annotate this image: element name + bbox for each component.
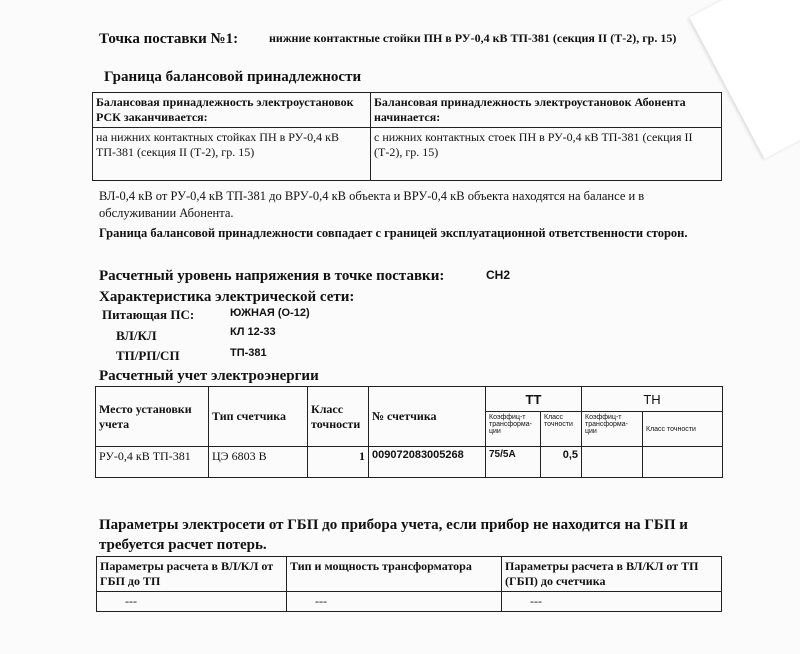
metering-h-tn: ТН [582,387,723,412]
table-row [97,592,722,612]
balance-heading: Граница балансовой принадлежности [104,69,362,85]
metering-type: ЦЭ 6803 В [209,447,308,478]
metering-h-place: Место установки учета [96,387,209,447]
balance-note-bold: Граница балансовой принадлежности совпадает с границей эксплуатационной ответственности сторон. [99,226,688,240]
losses-h1: Параметры расчета в ВЛ/КЛ от ГБП до ТП [97,557,287,592]
losses-table [96,556,722,612]
balance-col2-value: с нижних контактных стоек ПН в РУ-0,4 кВ ТП-381 (секция II (Т-2), гр. 15) [371,128,722,181]
line-value: КЛ 12-33 [230,326,276,338]
metering-h-type: Тип счетчика [209,387,308,447]
balance-table [92,92,722,181]
balance-col1-value: на нижних контактных стойках ПН в РУ-0,4 кВ ТП-381 (секция II (Т-2), гр. 15) [93,128,371,181]
metering-table [95,386,723,478]
voltage-value: СН2 [486,268,511,282]
balance-note: ВЛ-0,4 кВ от РУ-0,4 кВ ТП-381 до ВРУ-0,4 кВ объекта и ВРУ-0,4 кВ объекта находятся на балансе и в обслуживании Абонента. [99,189,645,220]
metering-number: 009072083005268 [369,447,486,478]
metering-place: РУ-0,4 кВ ТП-381 [96,447,209,478]
losses-h2: Тип и мощность трансформатора [287,557,502,592]
metering-h-tt-class: Класс точности [541,412,582,447]
metering-tt-class: 0,5 [541,447,582,478]
supply-point-value: нижние контактные стойки ПН в РУ-0,4 кВ ТП-381 (секция II (Т-2), гр. 15) [269,31,677,45]
balance-col2-header: Балансовая принадлежность электроустановок Абонента начинается: [371,93,722,128]
losses-v3: --- [502,592,722,612]
feeder-label: Питающая ПС: [102,307,195,322]
feeder-value: ЮЖНАЯ (О-12) [230,307,310,319]
supply-point-label: Точка поставки №1: [99,31,239,47]
metering-h-tt-coef: Коэффиц-т трансформа-ции [486,412,541,447]
losses-heading: Параметры электросети от ГБП до прибора учета, если прибор не находится на ГБП и требуется расчет потерь. [99,517,688,553]
table-row [96,447,723,478]
tp-value: ТП-381 [230,347,267,359]
balance-col1-header: Балансовая принадлежность электроустановок РСК заканчивается: [93,93,371,128]
losses-v2: --- [287,592,502,612]
metering-h-tt: ТТ [486,387,582,412]
metering-h-tn-coef: Коэффиц-т трансформа-ции [582,412,643,447]
metering-class: 1 [308,447,369,478]
network-heading: Характеристика электрической сети: [99,289,355,305]
metering-tn-class [643,447,723,478]
tp-label: ТП/РП/СП [116,348,180,363]
metering-h-class: Класс точности [308,387,369,447]
losses-v1: --- [97,592,287,612]
metering-tn-coef [582,447,643,478]
line-label: ВЛ/КЛ [116,328,157,343]
metering-h-tn-class: Класс точности [643,412,723,447]
losses-h3: Параметры расчета в ВЛ/КЛ от ТП (ГБП) до счетчика [502,557,722,592]
voltage-label: Расчетный уровень напряжения в точке поставки: [99,268,445,284]
metering-h-number: № счетчика [369,387,486,447]
metering-heading: Расчетный учет электроэнергии [99,368,319,384]
metering-tt-coef: 75/5А [486,447,541,478]
